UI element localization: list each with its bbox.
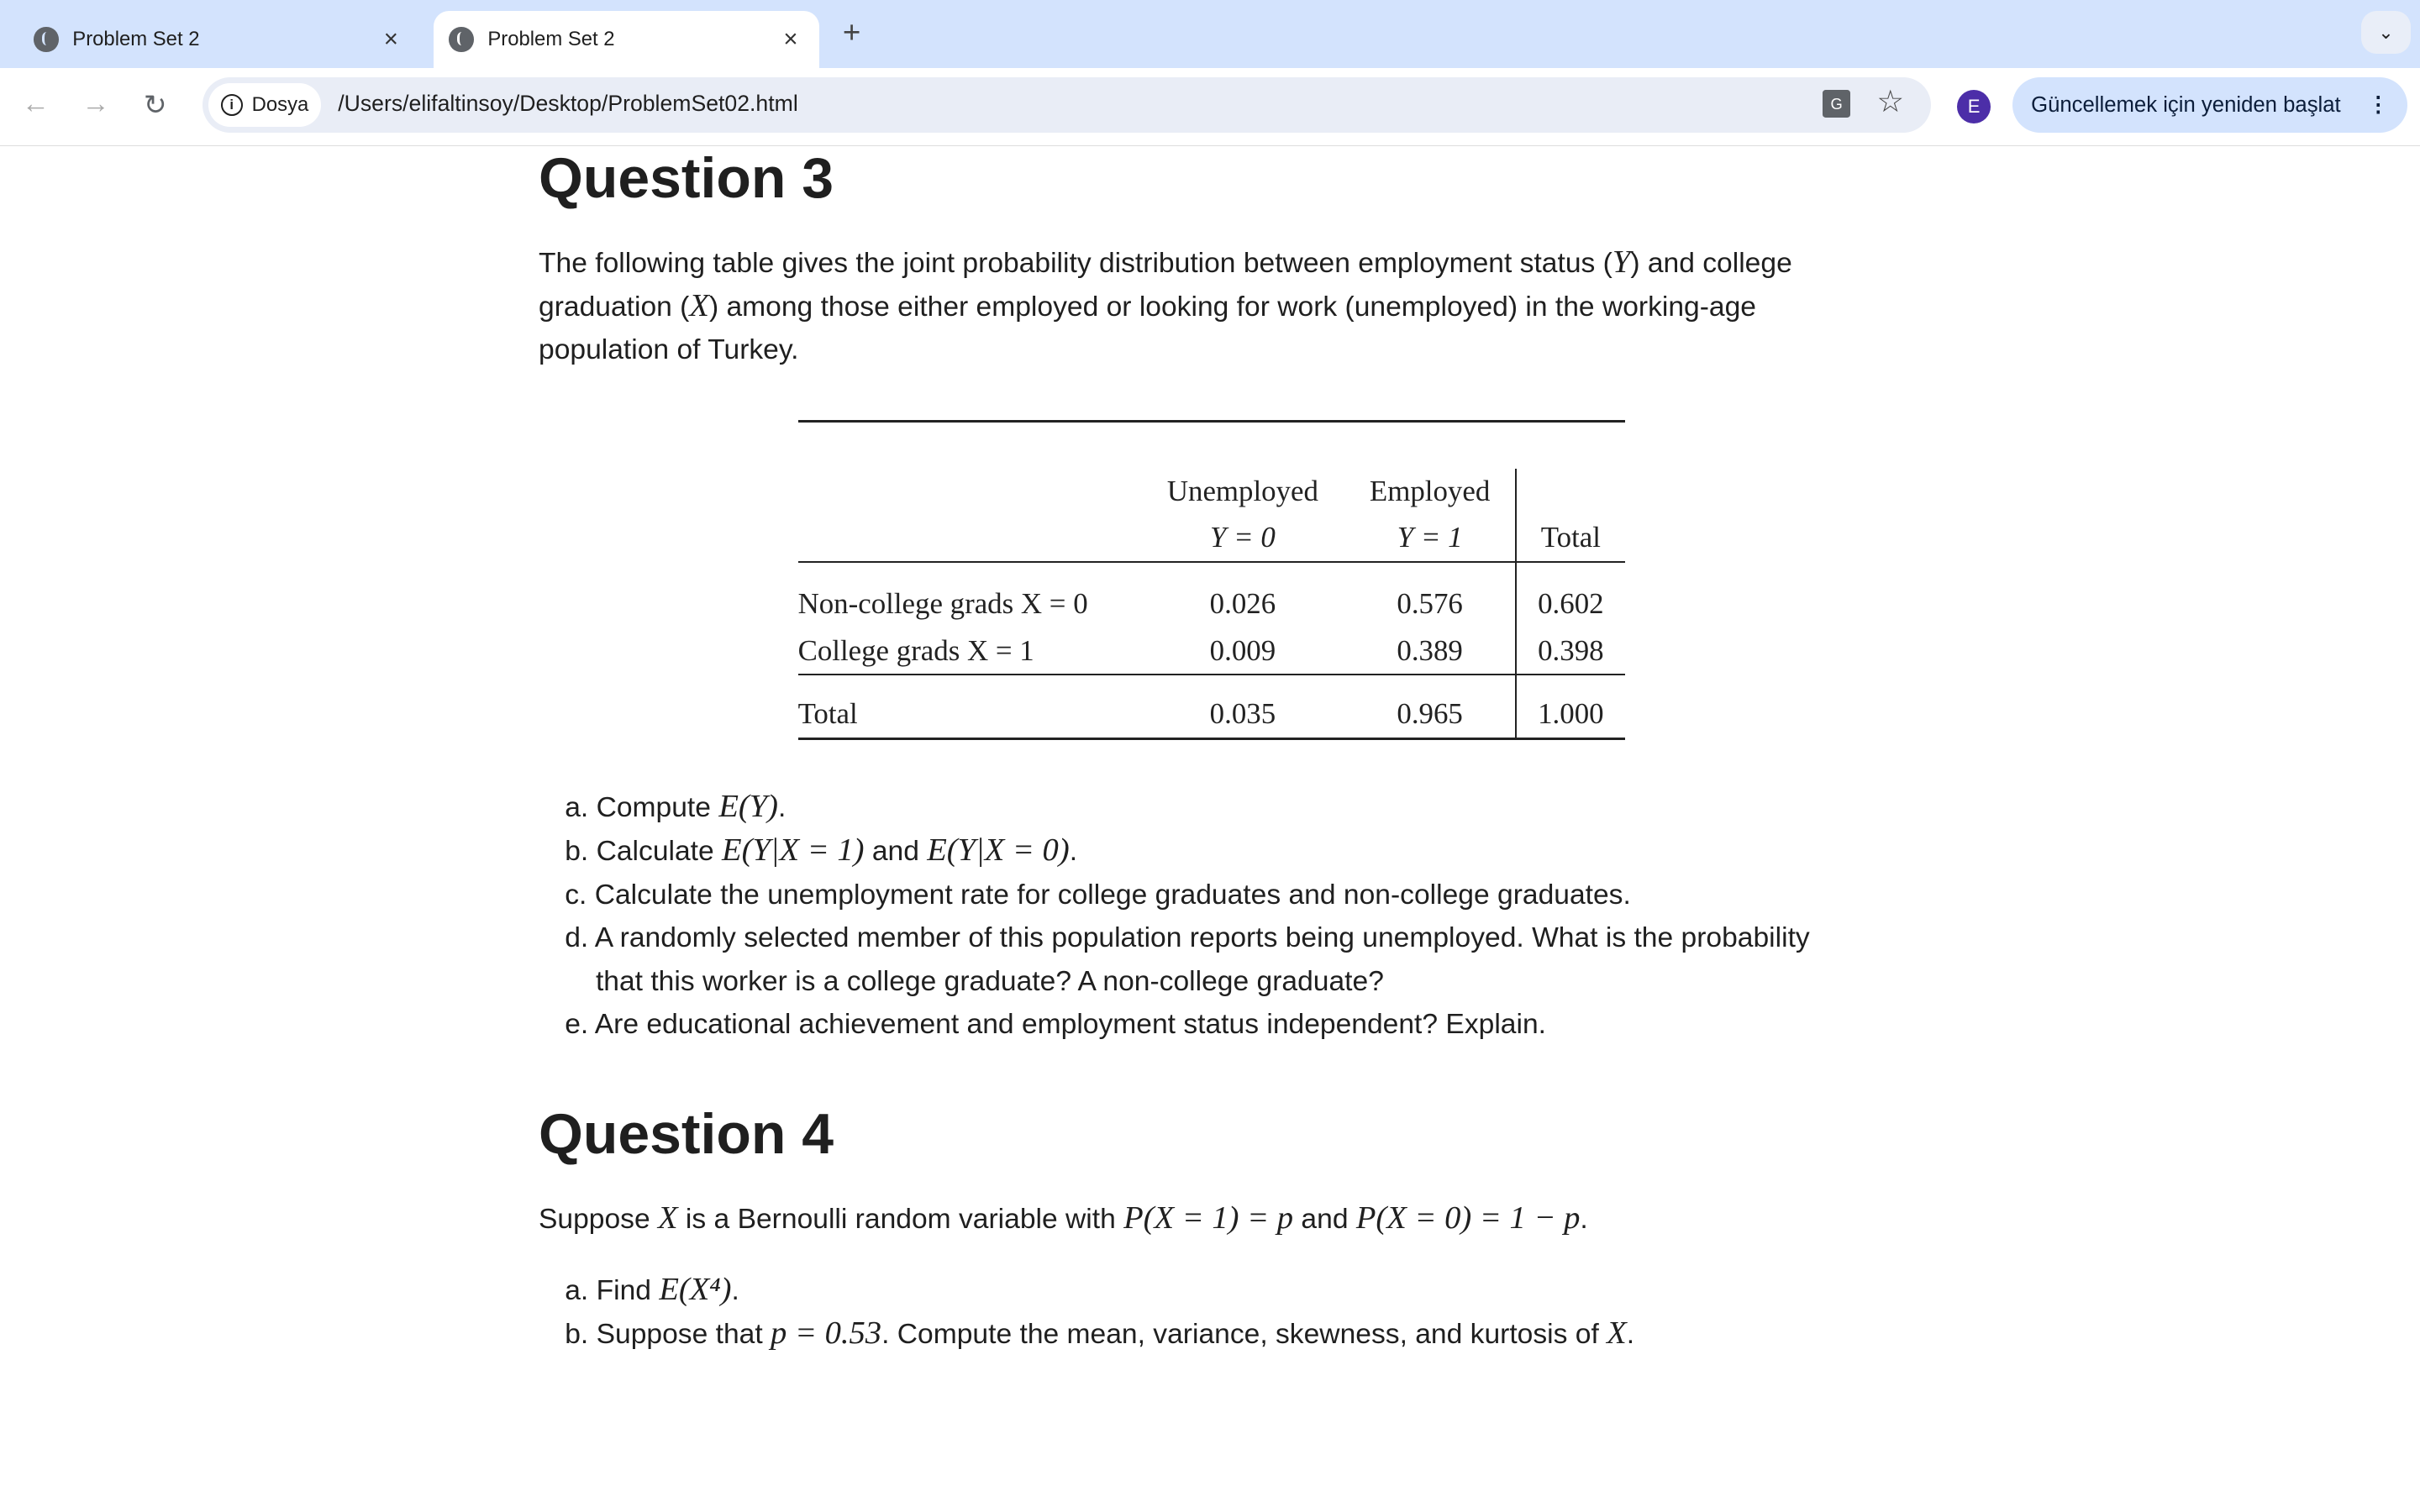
text: Y <box>1612 244 1631 280</box>
cell: 0.026 <box>1209 587 1276 621</box>
text: d. A randomly selected member of this population reports being unemployed. What is the probability that this worker is a college graduate? A non-college graduate? <box>565 922 1810 997</box>
text: . <box>1580 1204 1588 1236</box>
text: P(X = 0) = 1 − p <box>1355 1200 1581 1236</box>
info-icon: i <box>221 94 243 116</box>
cell: 0.009 <box>1140 627 1344 675</box>
question-4-intro <box>539 1197 1866 1241</box>
close-tab-icon[interactable]: × <box>383 24 398 53</box>
tab-title: Problem Set 2 <box>72 27 200 50</box>
back-button[interactable]: ← <box>21 87 50 119</box>
tab-problem-set-2-active[interactable] <box>434 11 819 68</box>
cell: 0.965 <box>1345 675 1516 738</box>
update-label: Güncellemek için yeniden başlat <box>2031 92 2341 117</box>
address-bar[interactable] <box>203 77 1931 133</box>
question-3-title: Question 3 <box>539 145 834 210</box>
text: E(X⁴) <box>659 1271 732 1307</box>
globe-icon <box>449 27 473 51</box>
total-label: Total <box>798 675 1141 738</box>
question-3-items <box>565 785 1861 1047</box>
tab-bar <box>0 0 2420 68</box>
question-3-intro <box>539 241 1866 372</box>
text: Suppose <box>539 1204 659 1236</box>
text: X <box>689 287 709 323</box>
text: E(Y) <box>718 788 778 824</box>
cell: 0.602 <box>1516 562 1625 627</box>
text: . <box>731 1274 739 1306</box>
text: b. Suppose that <box>565 1319 771 1351</box>
tab-title: Problem Set 2 <box>487 27 615 50</box>
text: . <box>778 791 786 823</box>
text: and <box>1293 1204 1356 1236</box>
text: is a Bernoulli random variable with <box>677 1204 1124 1236</box>
question-4-title: Question 4 <box>539 1102 834 1167</box>
text: The following table gives the joint probability distribution between employment status ( <box>539 247 1612 279</box>
globe-icon <box>34 27 58 51</box>
text: . <box>1069 836 1078 868</box>
translate-icon[interactable]: G <box>1823 90 1850 118</box>
list-item <box>565 1312 1861 1356</box>
text: a. Compute <box>565 791 719 823</box>
text: E(Y|X = 1) <box>722 832 865 869</box>
cell: 1.000 <box>1516 675 1625 738</box>
text: ) and college graduation ( <box>539 247 1792 323</box>
bookmark-star-icon[interactable]: ☆ <box>1876 84 1905 119</box>
tab-problem-set-2-first[interactable] <box>34 11 419 68</box>
url-text[interactable]: /Users/elifaltinsoy/Desktop/ProblemSet02.html <box>338 91 798 117</box>
list-item <box>565 1268 1861 1312</box>
text: P(X = 1) = p <box>1123 1200 1294 1236</box>
question-4-items <box>565 1268 1861 1357</box>
joint-probability-table <box>798 420 1625 740</box>
header-y1: Y = 1 <box>1345 515 1516 562</box>
header-unemployed: Unemployed <box>1166 475 1318 508</box>
header-y0: Y = 0 <box>1140 515 1344 562</box>
text: . Compute the mean, variance, skewness, and kurtosis of <box>881 1319 1607 1351</box>
header-total: Total <box>1516 515 1625 562</box>
cell: 0.035 <box>1140 675 1344 738</box>
text: c. Calculate the unemployment rate for college graduates and non-college graduates. <box>565 879 1631 911</box>
toolbar <box>0 68 2420 146</box>
list-item <box>565 916 1861 1003</box>
header-employed: Employed <box>1369 475 1491 508</box>
cell: 0.576 <box>1397 587 1463 621</box>
forward-button[interactable]: → <box>82 87 110 119</box>
list-item <box>565 1003 1861 1046</box>
text: e. Are educational achievement and employment status independent? Explain. <box>565 1008 1546 1040</box>
tab-search-button[interactable]: ⌄ <box>2361 11 2411 54</box>
site-info-chip[interactable] <box>208 83 321 126</box>
text: E(Y|X = 0) <box>927 832 1070 869</box>
site-info-label: Dosya <box>251 92 309 116</box>
list-item <box>565 874 1861 916</box>
profile-avatar[interactable]: E <box>1957 90 1991 123</box>
text: ) among those either employed or looking for work (unemployed) in the working-age population of Turkey. <box>539 291 1756 366</box>
text: b. Calculate <box>565 836 723 868</box>
text: p = 0.53 <box>771 1315 882 1352</box>
cell: 0.398 <box>1516 627 1625 675</box>
text: and <box>864 836 928 868</box>
text: X <box>1607 1315 1627 1352</box>
close-tab-icon[interactable]: × <box>783 24 798 53</box>
text: . <box>1626 1319 1635 1351</box>
list-item <box>565 785 1861 829</box>
update-restart-button[interactable] <box>2012 77 2407 133</box>
list-item <box>565 829 1861 873</box>
reload-button[interactable]: ↻ <box>143 89 167 121</box>
menu-icon[interactable]: ⋮ <box>2367 92 2390 117</box>
row-label: College grads X = 1 <box>798 627 1141 675</box>
text: X <box>658 1200 678 1236</box>
cell: 0.389 <box>1345 627 1516 675</box>
row-label: Non-college grads X = 0 <box>797 587 1088 621</box>
new-tab-button[interactable]: + <box>842 15 861 50</box>
text: a. Find <box>565 1274 660 1306</box>
